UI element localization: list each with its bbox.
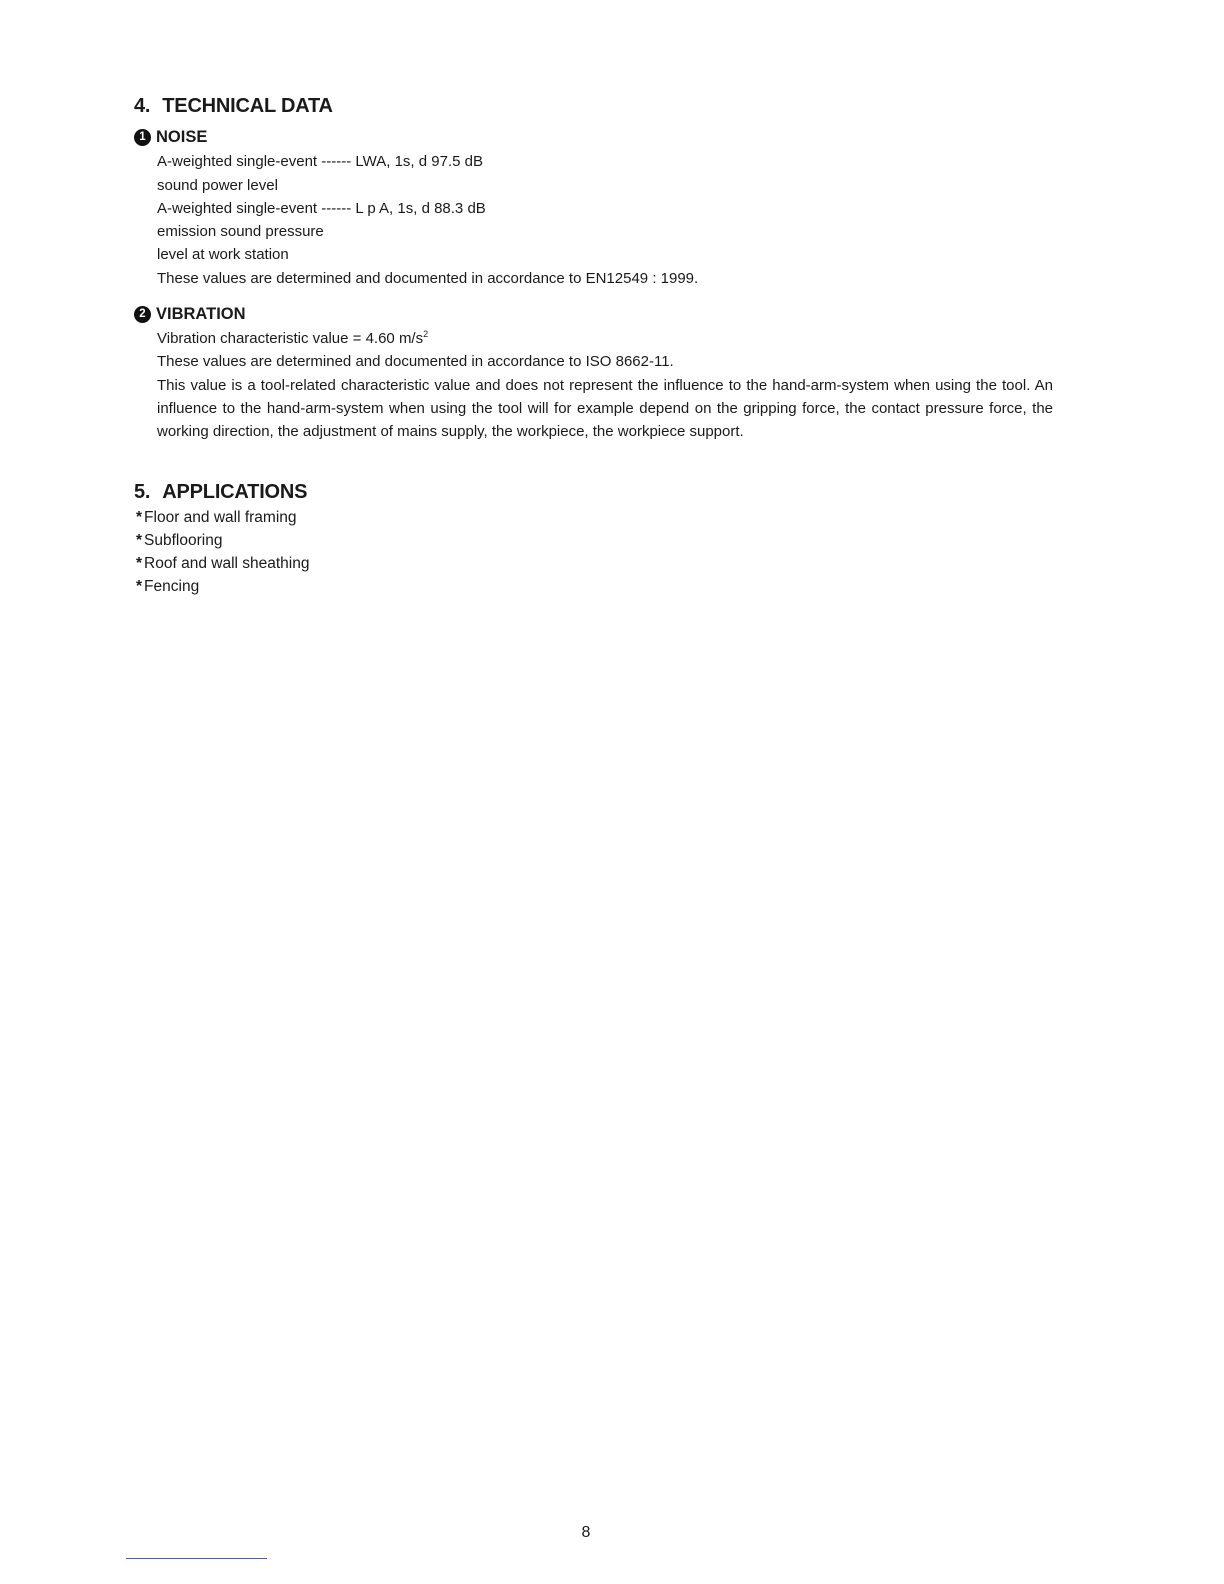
vibration-heading xyxy=(134,305,246,324)
vibration-description: This value is a tool-related characteristic value and does not represent the influence to the hand-arm-system when using the tool. An influence to the hand-arm-system when using the tool will for example depend on the gripping force, the contact pressure force, the working direction, the adjustment of mains supply, the workpiece, the workpiece support. xyxy=(157,377,1053,440)
vibration-value xyxy=(157,330,428,348)
vibration-title: VIBRATION xyxy=(156,305,246,323)
footer-divider xyxy=(126,1558,267,1559)
section-title: APPLICATIONS xyxy=(162,481,308,503)
vibration-value-label: Vibration characteristic value = 4.60 m/s xyxy=(157,330,424,347)
application-item xyxy=(136,532,222,550)
noise-row-2-dashes: ------ xyxy=(321,200,352,217)
application-item-label: Roof and wall sheathing xyxy=(144,555,310,572)
number-badge-icon: 2 xyxy=(134,306,151,323)
noise-row-1-continuation: sound power level xyxy=(157,177,278,194)
noise-row-1-label: A-weighted single-event xyxy=(157,153,318,170)
noise-row-2-continuation-1: emission sound pressure xyxy=(157,223,324,240)
application-item xyxy=(136,509,297,527)
application-item xyxy=(136,555,310,573)
technical-data-heading xyxy=(134,95,333,118)
asterisk-bullet-icon: * xyxy=(136,532,143,549)
application-item-label: Subflooring xyxy=(144,532,223,549)
noise-title: NOISE xyxy=(156,128,208,146)
applications-heading xyxy=(134,481,307,504)
page-number: 8 xyxy=(581,1524,591,1541)
noise-row-1-dashes: ------ xyxy=(321,153,352,170)
vibration-standard-note: These values are determined and documented in accordance to ISO 8662-11. xyxy=(157,353,674,370)
asterisk-bullet-icon: * xyxy=(136,578,143,595)
asterisk-bullet-icon: * xyxy=(136,509,143,526)
noise-row-2-value: L p A, 1s, d 88.3 dB xyxy=(355,200,486,217)
noise-standard-note: These values are determined and documented in accordance to EN12549 : 1999. xyxy=(157,270,699,287)
section-number: 5. xyxy=(134,481,151,503)
application-item xyxy=(136,578,199,596)
noise-row-2-label: A-weighted single-event xyxy=(157,200,318,217)
noise-heading xyxy=(134,128,207,147)
noise-row-2 xyxy=(157,200,486,218)
application-item-label: Fencing xyxy=(144,578,200,595)
noise-row-2-continuation-2: level at work station xyxy=(157,246,289,263)
section-number: 4. xyxy=(134,95,151,117)
number-badge-icon: 1 xyxy=(134,129,151,146)
noise-row-1 xyxy=(157,153,483,171)
noise-row-1-value: LWA, 1s, d 97.5 dB xyxy=(355,153,483,170)
section-title: TECHNICAL DATA xyxy=(162,95,333,117)
application-item-label: Floor and wall framing xyxy=(144,509,297,526)
vibration-value-exponent: 2 xyxy=(423,329,429,339)
asterisk-bullet-icon: * xyxy=(136,555,143,572)
